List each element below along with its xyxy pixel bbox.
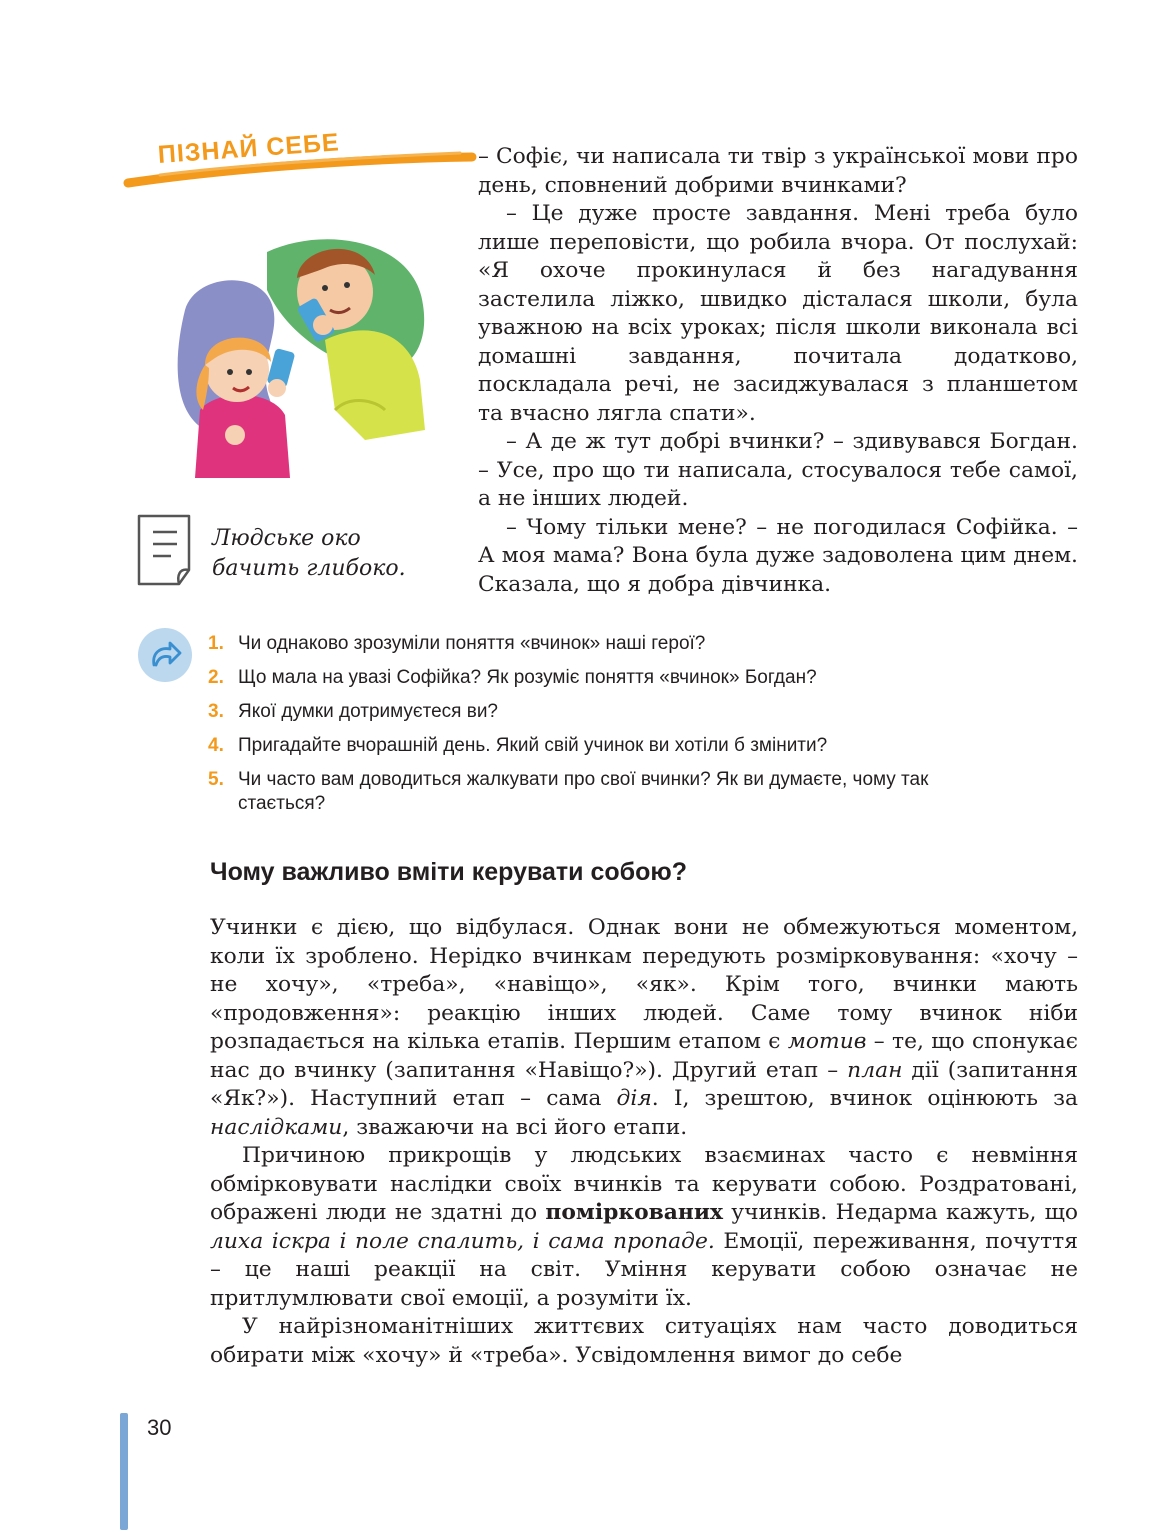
dialog-paragraph: – Софіє, чи написала ти твір з української мови про день, сповнений добрими вчинками? bbox=[478, 144, 1078, 198]
dialog-text bbox=[478, 143, 1078, 599]
question-text: Пригадайте вчорашній день. Який свій учинок ви хотіли б змінити? bbox=[238, 735, 828, 756]
question-text: Чи часто вам доводиться жалкувати про свої вчинки? Як ви думаєте, чому так стається? bbox=[238, 769, 929, 814]
term-action: дія bbox=[616, 1086, 652, 1111]
kids-on-phones-illustration bbox=[175, 230, 435, 478]
term-consequences: наслідками bbox=[210, 1114, 343, 1140]
questions-list bbox=[208, 632, 1008, 826]
question-text: Чи однаково зрозуміли поняття «вчинок» наші герої? bbox=[238, 633, 706, 654]
question-item bbox=[208, 666, 1008, 690]
question-number: 4. bbox=[208, 735, 224, 756]
question-number: 5. bbox=[208, 769, 224, 790]
section-header bbox=[120, 128, 480, 205]
proverb-text bbox=[212, 524, 452, 584]
question-number: 1. bbox=[208, 633, 224, 654]
body-paragraph: Учинки є дією, що відбулася. Однак вони не обмежуються моментом, коли їх зроблено. Нерідко вчинкам передують розмірковування: «хочу – не хочу», «треба», «навіщо», «як». Крім того, вчинки мають «продовження»: реакцію інших людей. Саме тому вчинок ніби розпадається на кілька етапів. Першим етапом є мотив – те, що спонукає нас до вчинку (запитання «Навіщо?»). Другий етап – план дії (запитання «Як?»). Наступний етап – сама дія. І, зрештою, вчинок оцінюють за наслідками, зважаючи на всі його етапи. bbox=[210, 915, 1079, 1140]
term-plan: план bbox=[847, 1057, 903, 1083]
proverb-line: Людське око bbox=[212, 526, 361, 551]
body-text bbox=[210, 914, 1078, 1370]
question-item bbox=[208, 734, 1008, 758]
term-motive: мотив bbox=[787, 1029, 867, 1054]
share-arrow-icon bbox=[138, 628, 192, 682]
page-number: 30 bbox=[147, 1415, 172, 1440]
question-text: Якої думки дотримуєтеся ви? bbox=[238, 701, 498, 722]
term-moderate: поміркованих bbox=[545, 1200, 724, 1225]
proverb-inline: лиха іскра і поле спалить, і сама пропаде. bbox=[210, 1228, 715, 1254]
page-margin-bar bbox=[120, 1413, 128, 1530]
question-number: 2. bbox=[208, 667, 224, 688]
note-page-icon bbox=[135, 512, 197, 588]
question-item bbox=[208, 700, 1008, 724]
question-item bbox=[208, 768, 998, 816]
dialog-paragraph: – А де ж тут добрі вчинки? – здивувався Богдан. – Усе, про що ти написала, стосувалося тебе самої, а не інших людей. bbox=[478, 429, 1078, 511]
question-item bbox=[208, 632, 1008, 656]
question-text: Що мала на увазі Софійка? Як розуміє поняття «вчинок» Богдан? bbox=[238, 667, 817, 688]
body-paragraph: Причиною прикрощів у людських взаєминах часто є невміння обмірковувати наслідки своїх вчинків та керувати собою. Роздратовані, ображені люди не здатні до поміркованих учинків. Недарма кажуть, що лиха іскра і поле спалить, і сама пропаде. Емоції, переживання, почуття – це наші реакції на світ. Уміння керувати собою означає не притлумлювати свої емоції, а розуміти їх. bbox=[210, 1143, 1079, 1311]
body-paragraph: У найрізноманітніших життєвих ситуаціях нам часто доводиться обирати між «хочу» й «треба». Усвідомлення вимог до себе bbox=[210, 1314, 1078, 1368]
section-subheading: Чому важливо вміти керувати собою? bbox=[210, 858, 688, 886]
dialog-paragraph: – Це дуже просте завдання. Мені треба було лише переповісти, що робила вчора. От послухай: «Я охоче прокинулася й без нагадування застелила ліжко, швидко дісталася школи, була уважною на всіх уроках; після школи виконала всі домашні завдання, почитала додатково, поскладала речі, не засиджувалася з планшетом та вчасно лягла спати». bbox=[478, 201, 1078, 426]
question-number: 3. bbox=[208, 701, 224, 722]
proverb-line: бачить глибоко. bbox=[212, 556, 406, 581]
section-title: ПІЗНАЙ СЕБЕ bbox=[156, 128, 341, 169]
dialog-paragraph: – Чому тільки мене? – не погодилася Софійка. – А моя мама? Вона була дуже задоволена цим днем. Сказала, що я добра дівчинка. bbox=[478, 514, 1078, 597]
